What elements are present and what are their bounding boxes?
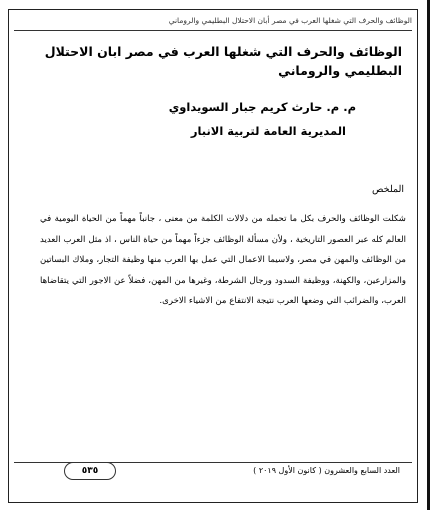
abstract-body: شكلت الوظائف والحرف بكل ما تحمله من دلالات الكلمة من معنى ، جانباً مهماً من الحياة اليومية في العالم كله عبر العصور التاريخية ، ولأن مسألة الوظائف جزءاً مهماً من حياة الناس ، اذ مثل العرب العديد من الوظائف والمهن في مصر، ولاسيما الاعمال التي عمل بها العرب منها وظيفة التجار، وملاك البساتين والمزارعين، والكهنة، ووظيفة السدود ورجال الشرطة، وغيرها من المهن، فضلاً عن الاجور التي يتقاضاها العرب، والضرائب التي وضعها العرب نتيجة الانتفاع من الاشياء الاخرى. xyxy=(40,214,406,306)
article-title: الوظائف والحرف التي شغلها العرب في مصر ابان الاحتلال البطليمي والروماني xyxy=(44,44,402,78)
header-divider xyxy=(14,30,412,31)
abstract-heading: الملخص xyxy=(372,184,404,195)
author-name: م. م. حارث كريم جبار السويداوي xyxy=(168,100,356,114)
running-header: الوظائف والحرف التي شغلها العرب في مصر أبان الاحتلال البطليمي والروماني xyxy=(168,16,412,25)
issue-info: العدد السابع والعشرون ( كانون الأول ٢٠١٩ ) xyxy=(253,466,400,475)
page-number-badge: ٥٣٥ xyxy=(64,462,116,480)
author-affiliation: المديرية العامة لتربية الانبار xyxy=(190,124,346,138)
